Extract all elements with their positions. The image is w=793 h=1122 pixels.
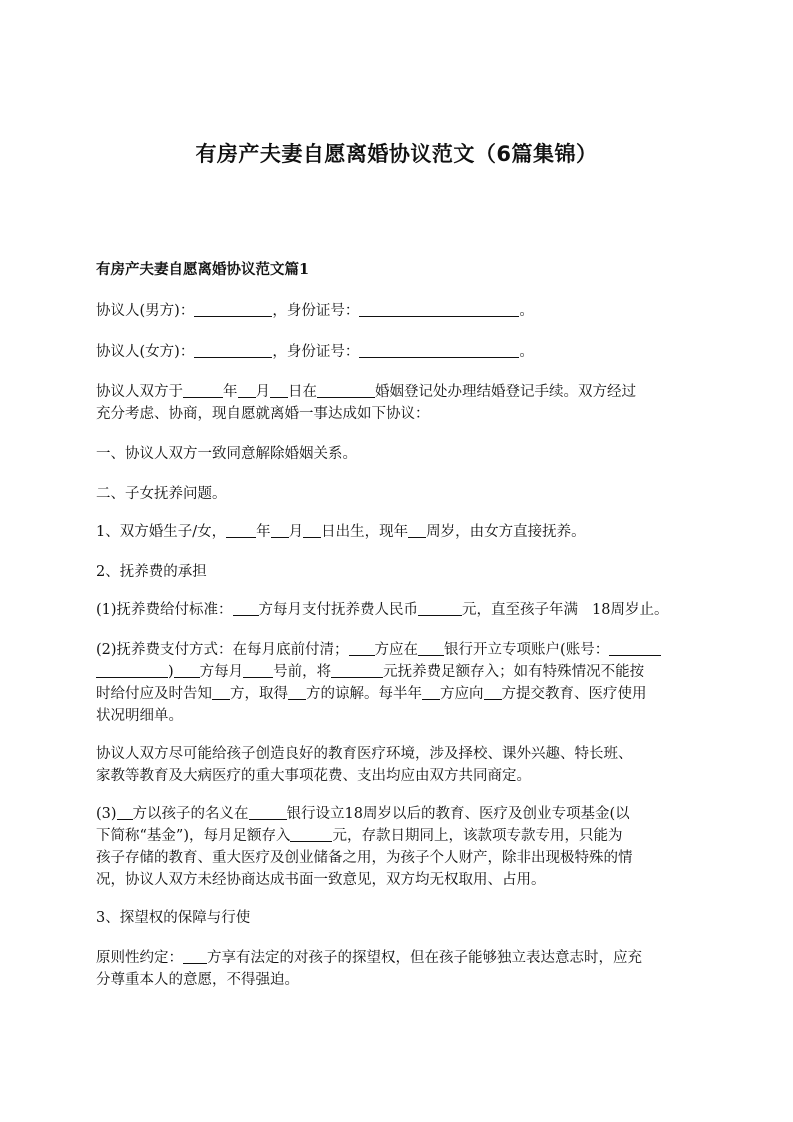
blank [194, 343, 272, 358]
blank [271, 523, 289, 538]
text: ，身份证号： [272, 303, 360, 319]
blank [418, 641, 444, 656]
paragraph-support-heading: 2、抚养费的承担 [96, 564, 207, 580]
blank [609, 641, 661, 656]
text: 充分考虑、协商，现自愿就离婚一事达成如下协议： [96, 406, 430, 422]
paragraph-visitation-heading: 3、探望权的保障与行使 [96, 910, 251, 926]
text: 协议人双方尽可能给孩子创造良好的教育医疗环境，涉及择校、课外兴趣、特长班、 [96, 746, 633, 762]
text: 。 [519, 344, 534, 360]
text: ，身份证号： [272, 344, 360, 360]
blank [117, 805, 133, 820]
paragraph-male-party [96, 300, 706, 322]
blank [290, 827, 332, 842]
blank [238, 383, 256, 398]
paragraph-female-party [96, 341, 706, 363]
blank [212, 685, 230, 700]
text: 方的谅解。每半年 [306, 686, 422, 702]
text: 。 [519, 303, 534, 319]
paragraph-child-info [96, 521, 706, 543]
text: 时给付应及时告知 [96, 686, 212, 702]
blank [349, 641, 375, 656]
blank [317, 383, 375, 398]
text: 18周岁止。 [592, 602, 669, 618]
text: 协议人(男方)： [96, 303, 195, 319]
text: 日出生，现年 [321, 524, 409, 540]
document-title: 有房产夫妻自愿离婚协议范文（6篇集锦） [195, 142, 598, 166]
text: 方提交教育、医疗使用 [501, 686, 647, 702]
text: 月 [288, 524, 304, 540]
text: 协议人双方于 [96, 384, 183, 400]
blank [194, 302, 272, 317]
text: 号前，将 [273, 664, 332, 680]
text: 元，存款日期同上，该款项专款专用，只能为 [332, 828, 623, 844]
blank [331, 663, 383, 678]
blank [183, 949, 207, 964]
text: 协议人(女方)： [96, 344, 195, 360]
blank [359, 343, 519, 358]
text: 年 [223, 384, 238, 400]
blank [249, 805, 287, 820]
blank [233, 601, 259, 616]
paragraph-support-payment [96, 639, 706, 727]
text: 家教等教育及大病医疗的重大事项花费、支出均应由双方共同商定。 [96, 768, 531, 784]
text: 方每月支付抚养费人民币 [258, 602, 419, 618]
text: 银行开立专项账户(账号： [444, 642, 610, 658]
text: 状况明细单。 [96, 708, 183, 724]
text: 元，直至孩子年满 [462, 602, 579, 618]
text: 下简称“基金”)，每月足额存入 [96, 828, 291, 844]
blank [288, 685, 306, 700]
text: 月 [255, 384, 270, 400]
blank [359, 302, 519, 317]
text: 周岁，由女方直接抚养。 [426, 524, 586, 540]
paragraph-clause-1: 一、协议人双方一致同意解除婚姻关系。 [96, 446, 357, 462]
blank [183, 383, 223, 398]
paragraph-marriage-registration [96, 381, 706, 425]
paragraph-clause-2: 二、子女抚养问题。 [96, 486, 227, 502]
text: 婚姻登记处办理结婚登记手续。双方经过 [375, 384, 636, 400]
section-heading: 有房产夫妻自愿离婚协议范文篇1 [96, 261, 310, 278]
text: (3) [96, 806, 117, 822]
blank [243, 663, 273, 678]
text: (2)抚养费支付方式：在每月底前付清； [96, 642, 349, 658]
text: 方应向 [440, 686, 484, 702]
text: 年 [256, 524, 271, 540]
blank [303, 523, 321, 538]
text: 银行设立18周岁以后的教育、医疗及创业专项基金(以 [286, 806, 630, 822]
paragraph-visitation-principle [96, 947, 706, 991]
text: 方，取得 [230, 686, 288, 702]
blank [226, 523, 256, 538]
blank [484, 685, 502, 700]
blank [174, 663, 200, 678]
blank [418, 601, 462, 616]
blank [96, 663, 168, 678]
blank [270, 383, 288, 398]
paragraph-fund [96, 803, 706, 891]
text: 方应在 [374, 642, 419, 658]
text: ) [168, 664, 174, 680]
text: 孩子存储的教育、重大医疗及创业储备之用，为孩子个人财产，除非出现极特殊的情 [96, 850, 633, 866]
text: 方享有法定的对孩子的探望权，但在孩子能够独立表达意志时，应充 [207, 950, 642, 966]
blank [408, 523, 426, 538]
text: 方每月 [199, 664, 244, 680]
text: 1、双方婚生子/女， [96, 524, 227, 540]
text: 原则性约定： [96, 950, 183, 966]
text: 元抚养费足额存入；如有特殊情况不能按 [383, 664, 645, 680]
text: 方以孩子的名义在 [132, 806, 249, 822]
text: 日在 [288, 384, 317, 400]
paragraph-support-standard [96, 599, 706, 621]
text: 况，协议人双方未经协商达成书面一致意见，双方均无权取用、占用。 [96, 872, 546, 888]
blank [422, 685, 440, 700]
paragraph-education-medical [96, 743, 706, 787]
text: 分尊重本人的意愿，不得强迫。 [96, 972, 299, 988]
text: (1)抚养费给付标准： [96, 602, 233, 618]
